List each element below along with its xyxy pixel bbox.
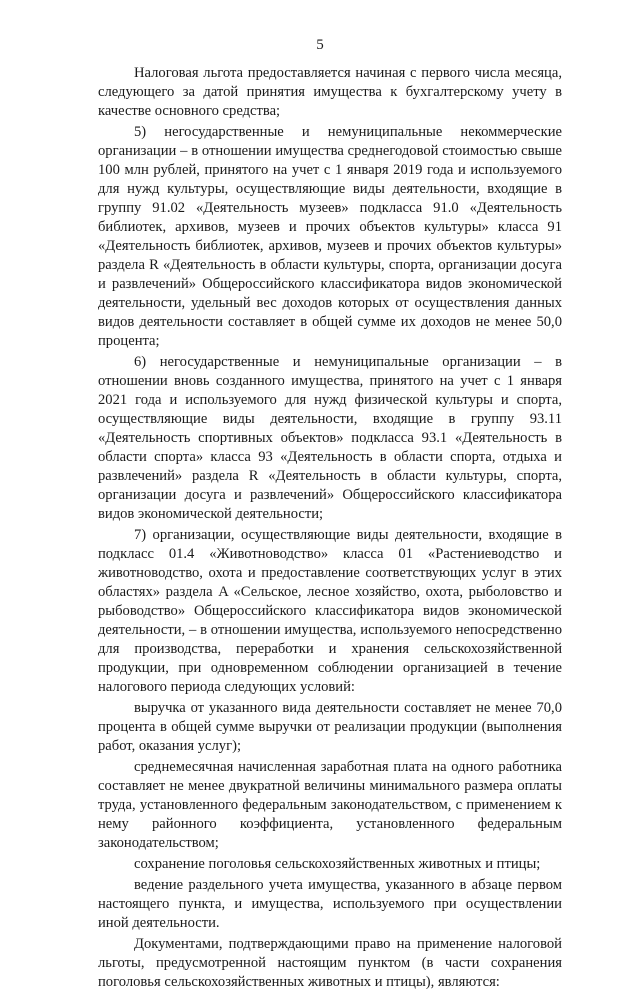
paragraph: выручка от указанного вида деятельности составляет не менее 70,0 процента в общей сумме выручки от реализации продукции (выполнения работ, оказания услуг);: [98, 700, 562, 754]
paragraph: 7) организации, осуществляющие виды деятельности, входящие в подкласс 01.4 «Животноводство» класса 01 «Растениеводство и животноводство, охота и предоставление соответствующих услуг в этих областях» раздела A «Сельское, лесное хозяйство, охота, рыболовство и рыбоводство» Общероссийского классификатора видов экономической деятельности, – в отношении имущества, используемого непосредственно для производства, переработки и хранения сельскохозяйственной продукции, при одновременном соблюдении организацией в течение налогового периода следующих условий:: [98, 527, 562, 695]
paragraph: сохранение поголовья сельскохозяйственных животных и птицы;: [134, 856, 541, 872]
paragraph: ведение раздельного учета имущества, указанного в абзаце первом настоящего пункта, и имущества, используемого при осуществлении иной деятельности.: [98, 877, 562, 931]
document-body: [98, 64, 562, 994]
paragraph: среднемесячная начисленная заработная плата на одного работника составляет не менее двукратной величины минимального размера оплаты труда, установленного федеральным законодательством, с применением к нему районного коэффициента, установленного федеральным законодательством;: [98, 759, 562, 851]
paragraph: 6) негосударственные и немуниципальные организации – в отношении вновь созданного имущества, принятого на учет с 1 января 2021 года и используемого для нужд физической культуры и спорта, осуществляющие виды деятельности, входящие в группу 93.11 «Деятельность спортивных объектов» подкласса 93.1 «Деятельность в области спорта» класса 93 «Деятельность в области спорта, отдыха и развлечений» раздела R «Деятельность в области культуры, спорта, организации досуга и развлечений» Общероссийского классификатора видов экономической деятельности;: [98, 354, 562, 522]
page-number: 5: [316, 37, 324, 53]
paragraph: Налоговая льгота предоставляется начиная с первого числа месяца, следующего за датой принятия имущества к бухгалтерскому учету в качестве основного средства;: [98, 65, 562, 119]
paragraph: 5) негосударственные и немуниципальные некоммерческие организации – в отношении имущества среднегодовой стоимостью свыше 100 млн рублей, принятого на учет с 1 января 2019 года и используемого для нужд культуры, осуществляющие виды деятельности, входящие в группу 91.02 «Деятельность музеев» подкласса 91.0 «Деятельность библиотек, архивов, музеев и прочих объектов культуры» класса 91 «Деятельность библиотек, архивов, музеев и прочих объектов культуры» раздела R «Деятельность в области культуры, спорта, организации досуга и развлечений» Общероссийского классификатора видов экономической деятельности, удельный вес доходов которых от осуществления данных видов деятельности составляет в общей сумме их доходов не менее 50,0 процента;: [98, 124, 562, 349]
paragraph: Документами, подтверждающими право на применение налоговой льготы, предусмотренной настоящим пунктом (в части сохранения поголовья сельскохозяйственных животных и птицы), являются:: [98, 936, 562, 990]
